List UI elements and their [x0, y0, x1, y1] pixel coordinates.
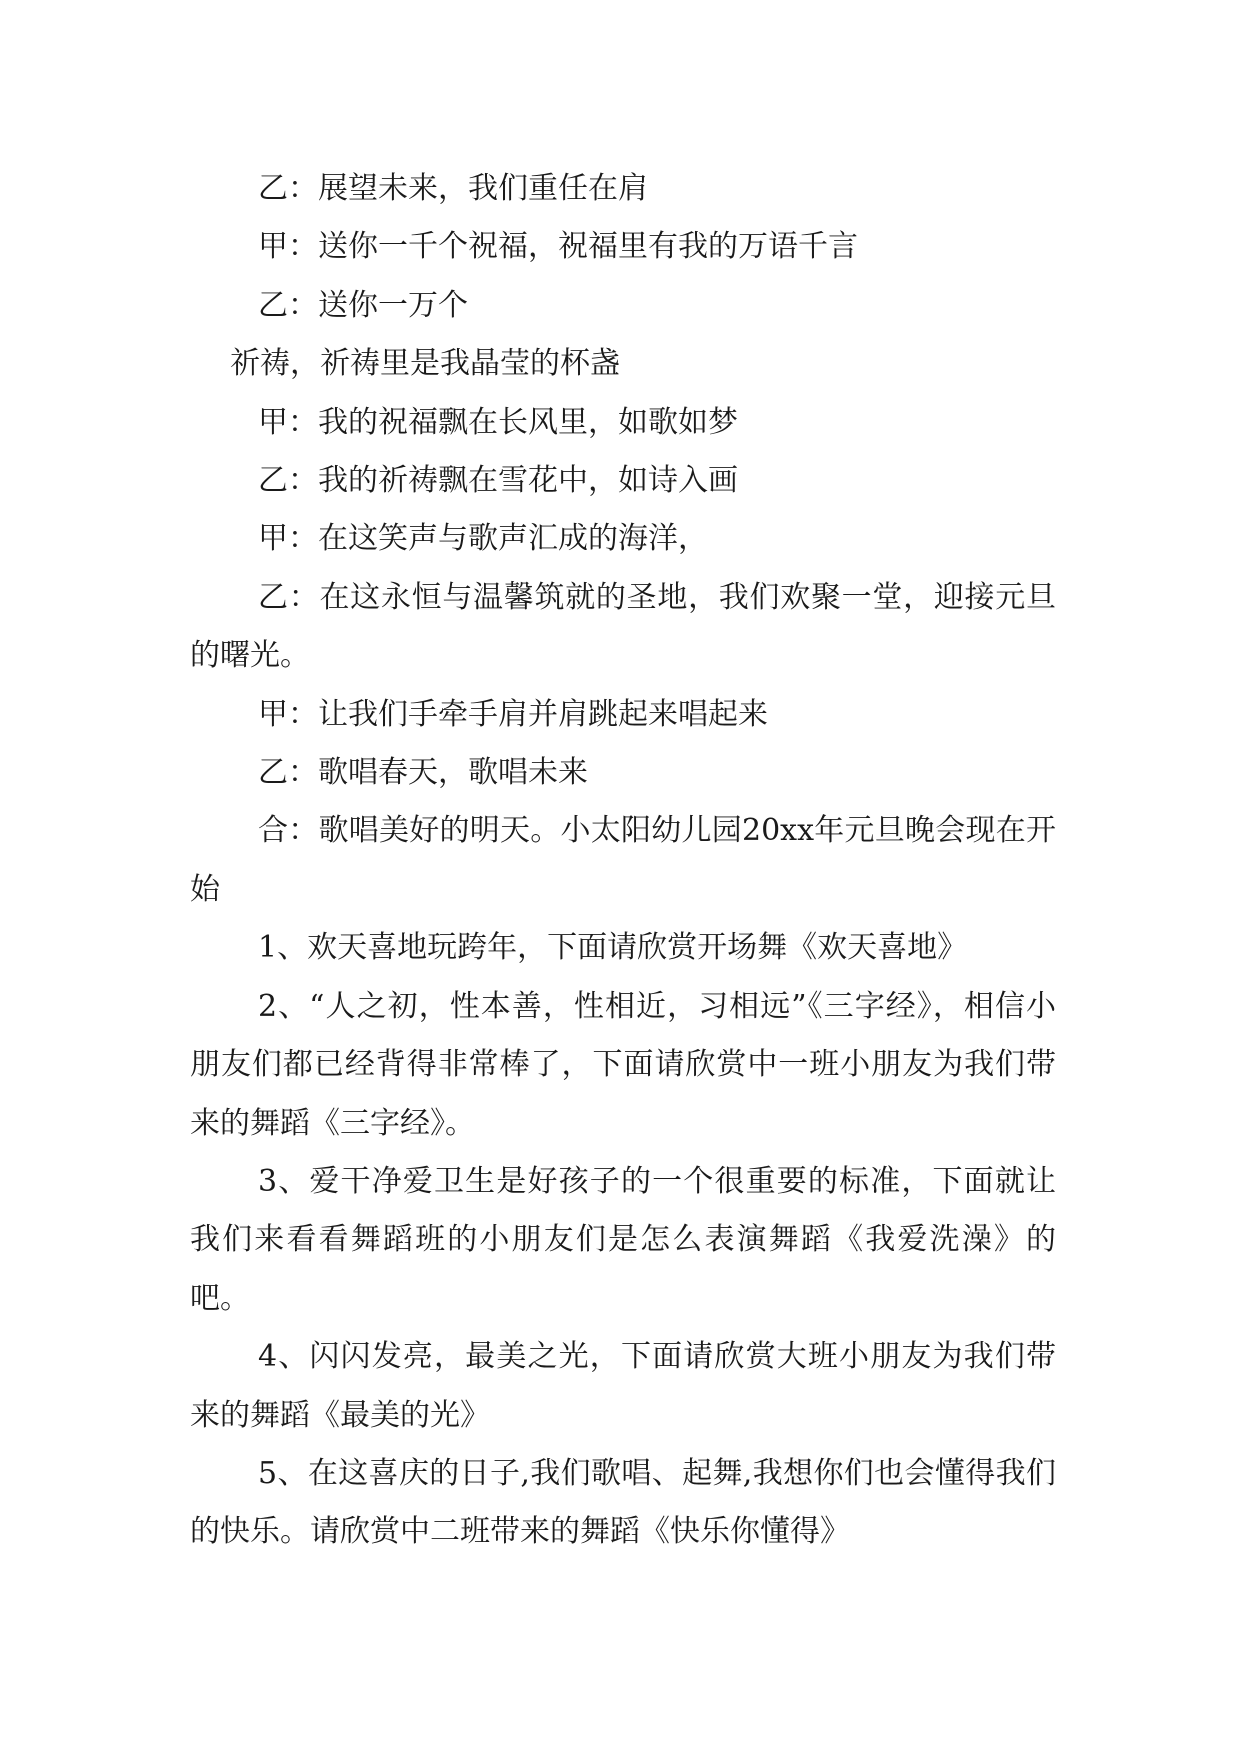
dialogue-line: 乙：展望未来，我们重任在肩: [258, 171, 648, 206]
dialogue-line: 祈祷，祈祷里是我晶莹的杯盏: [230, 346, 620, 382]
dialogue-line: 合：歌唱美好的明天。小太阳幼儿园20xx年元旦晚会现在开始: [190, 813, 1056, 907]
dialogue-line: 甲：让我们手牵手肩并肩跳起来唱起来: [258, 696, 768, 732]
dialogue-line: 乙：送你一万个: [258, 287, 468, 323]
program-item: 1、欢天喜地玩跨年，下面请欣赏开场舞《欢天喜地》: [258, 930, 968, 966]
dialogue-line: 乙：在这永恒与温馨筑就的圣地，我们欢聚一堂，迎接元旦的曙光。: [190, 579, 1056, 674]
program-item: 3、爱干净爱卫生是好孩子的一个很重要的标准，下面就让我们来看看舞蹈班的小朋友们是怎么表演舞蹈《我爱洗澡》的吧。: [190, 1163, 1056, 1316]
dialogue-line: 甲：在这笑声与歌声汇成的海洋，: [258, 521, 708, 557]
program-item: 5、在这喜庆的日子,我们歌唱、起舞,我想你们也会懂得我们的快乐。请欣赏中二班带来的舞蹈《快乐你懂得》: [190, 1455, 1056, 1550]
dialogue-line: 甲：我的祝福飘在长风里，如歌如梦: [258, 404, 738, 440]
dialogue-line: 乙：歌唱春天，歌唱未来: [258, 755, 588, 791]
dialogue-line: 甲：送你一千个祝福，祝福里有我的万语千言: [258, 229, 858, 265]
document-body: [190, 160, 1056, 1562]
program-item: 2、“人之初，性本善，性相近，习相远”《三字经》，相信小朋友们都已经背得非常棒了，下面请欣赏中一班小朋友为我们带来的舞蹈《三字经》。: [190, 988, 1056, 1141]
program-item: 4、闪闪发亮，最美之光，下面请欣赏大班小朋友为我们带来的舞蹈《最美的光》: [190, 1339, 1056, 1433]
dialogue-line: 乙：我的祈祷飘在雪花中，如诗入画: [258, 463, 738, 499]
